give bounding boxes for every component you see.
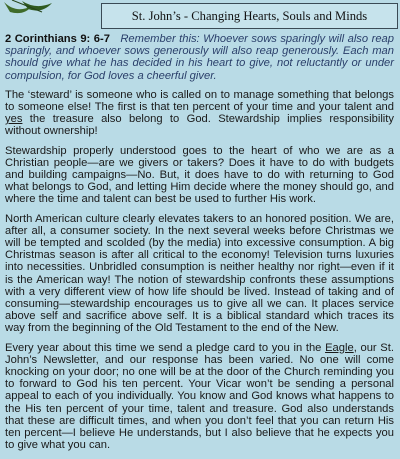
scripture-quote xyxy=(5,33,394,82)
scripture-text: Remember this: Whoever sows sparingly will also reap sparingly, and whoever sows generously will also reap generously. Each man should give what he has decided in his heart to give, not reluctantly or under compulsion, for God loves a cheerful giver. xyxy=(5,33,394,82)
paragraph-text: The ‘steward’ is someone who is called on to manage something that belongs to someone else! The first is that ten percent of your time and your talent and xyxy=(5,88,394,114)
paragraph-text: , our St. John’s Newsletter, and our response has been varied. No one will come knocking on your door; no one will be at the door of the Church reminding you to forward to God his ten percent. Your Vicar won’t be sending a personal appeal to each of you individually. You know and God knows what happens to the His ten percent of your time, talent and treasure. God also understands that these are difficult times, and when you don’t feel that you can return His ten percent—I believe He understands, but I also believe that he expects you to give what you can. xyxy=(5,341,394,452)
underlined-word: yes xyxy=(5,113,23,126)
paragraph-text: Every year about this time we send a pledge card to you in the xyxy=(5,341,326,354)
article-body xyxy=(5,33,394,459)
paragraph-text: the treasure also belong to God. Stewardship implies responsibility without ownership! xyxy=(5,113,394,138)
paragraph-stewardship: Stewardship properly understood goes to the heart of who we are as a Christian people—are we givers or takers? Does it have to do with budgets and building campaigns—No. But, it does have to do with returning to God what belongs to God, and letting Him decide where the money should go, and where the time and talent can best be used to further His work. xyxy=(5,144,394,206)
newsletter-name: Eagle xyxy=(325,341,354,354)
paragraph-pledge xyxy=(5,342,394,452)
paragraph-culture: North American culture clearly elevates takers to an honored position. We are, after all, a consumer society. In the next several weeks before Christmas we will be tempted and scolded (by the media) into excessive consumption. A big Christmas season is after all critical to the economy! Television turns luxuries into necessities. Unbridled consumption is neither healthy nor right—even if it is the American way! The notion of stewardship confronts these assumptions with a very different view of how life should be lived. Instead of taking and of consuming—stewardship encourages us to give all we can. It places service above self and sacrifice above self. It is a biblical standard which traces its way from the beginning of the Old Testament to the end of the New. xyxy=(5,212,394,335)
newsletter-banner xyxy=(101,3,398,29)
banner-title: St. John’s - Changing Hearts, Souls and Minds xyxy=(131,8,368,23)
paragraph-steward xyxy=(5,89,394,138)
scripture-reference: 2 Corinthians 9: 6-7 xyxy=(5,33,110,45)
leaf-decoration-icon xyxy=(2,0,58,20)
